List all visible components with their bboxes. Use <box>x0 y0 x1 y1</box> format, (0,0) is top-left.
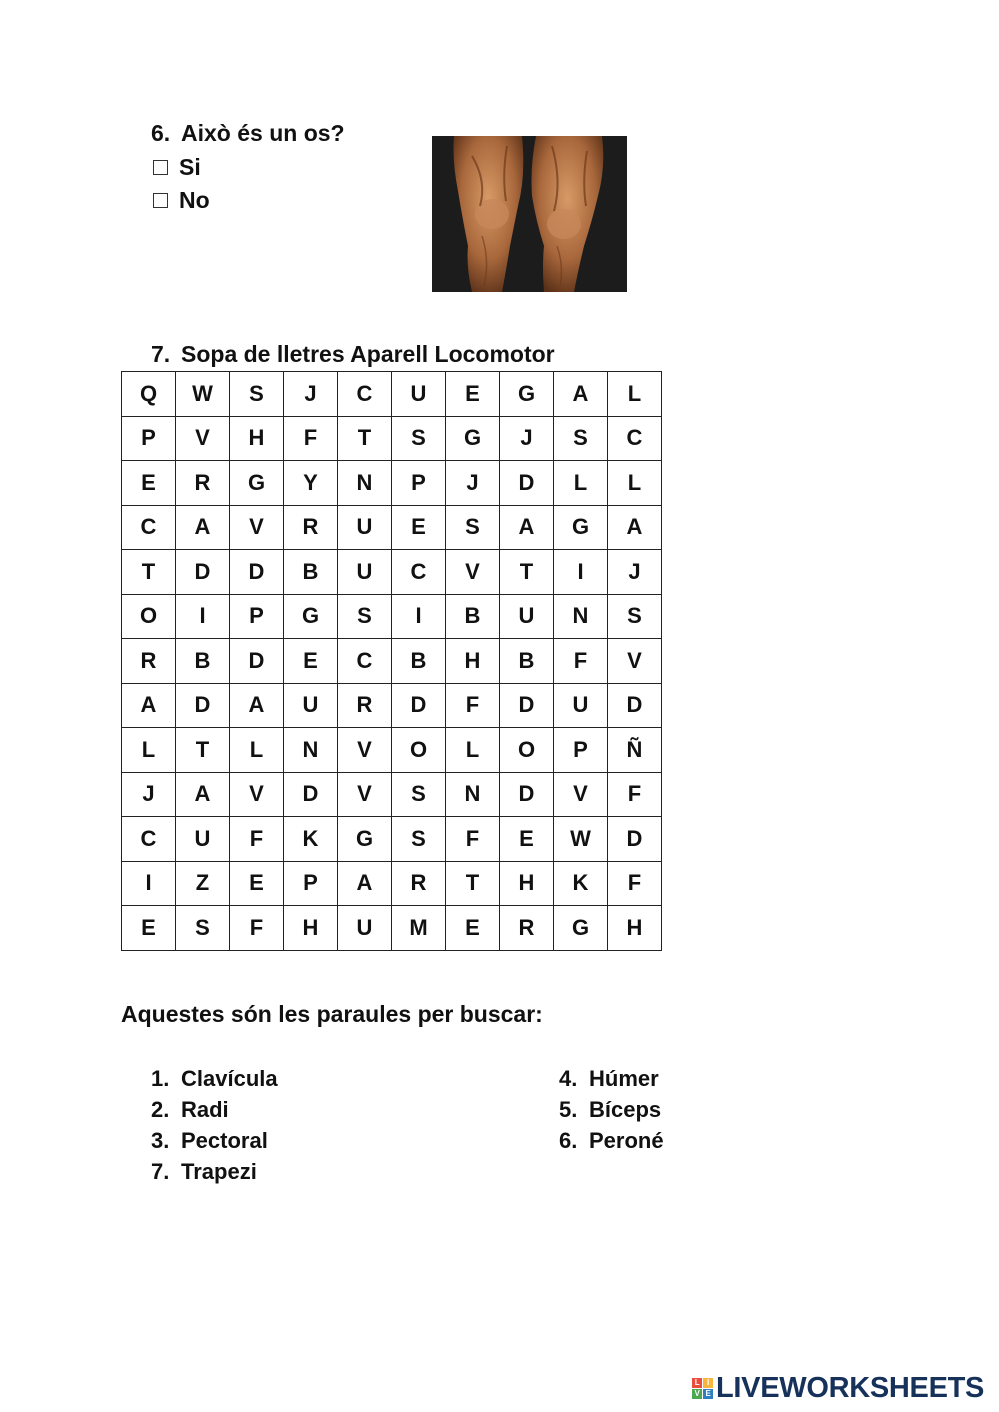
option-si[interactable] <box>153 154 201 181</box>
grid-cell[interactable]: B <box>284 550 338 595</box>
grid-cell[interactable]: J <box>122 772 176 817</box>
grid-cell[interactable]: H <box>284 906 338 951</box>
word-search-grid <box>121 371 662 951</box>
grid-row <box>122 728 662 773</box>
grid-cell[interactable]: O <box>122 594 176 639</box>
grid-cell[interactable]: E <box>122 461 176 506</box>
grid-cell[interactable]: E <box>392 505 446 550</box>
grid-row <box>122 683 662 728</box>
grid-cell[interactable]: N <box>284 728 338 773</box>
grid-cell[interactable]: B <box>392 639 446 684</box>
grid-cell[interactable]: W <box>176 372 230 417</box>
grid-cell[interactable]: M <box>392 906 446 951</box>
grid-cell[interactable]: U <box>284 683 338 728</box>
grid-cell[interactable]: A <box>500 505 554 550</box>
grid-cell[interactable]: P <box>230 594 284 639</box>
grid-cell[interactable]: A <box>176 772 230 817</box>
grid-cell[interactable]: F <box>446 683 500 728</box>
grid-cell[interactable]: T <box>500 550 554 595</box>
grid-cell[interactable]: T <box>176 728 230 773</box>
grid-cell[interactable]: N <box>554 594 608 639</box>
logo-text: LIVEWORKSHEETS <box>716 1372 985 1404</box>
word-item: 5. Bíceps <box>559 1097 662 1122</box>
word-item: 1. Clavícula <box>151 1066 278 1091</box>
checkbox-no[interactable] <box>153 193 168 208</box>
question-number: 7. <box>151 341 171 367</box>
grid-cell[interactable]: R <box>176 461 230 506</box>
grid-cell[interactable]: G <box>554 505 608 550</box>
grid-cell[interactable]: H <box>446 639 500 684</box>
grid-cell[interactable]: R <box>392 861 446 906</box>
grid-cell[interactable]: L <box>608 372 662 417</box>
grid-cell[interactable]: V <box>176 416 230 461</box>
grid-cell[interactable]: S <box>392 817 446 862</box>
grid-cell[interactable]: G <box>284 594 338 639</box>
grid-cell[interactable]: T <box>338 416 392 461</box>
grid-cell[interactable]: G <box>338 817 392 862</box>
word-item: 6. Peroné <box>559 1128 664 1153</box>
liveworksheets-logo <box>692 1372 984 1405</box>
grid-cell[interactable]: A <box>122 683 176 728</box>
grid-cell[interactable]: C <box>608 416 662 461</box>
grid-cell[interactable]: C <box>338 639 392 684</box>
grid-cell[interactable]: H <box>500 861 554 906</box>
grid-cell[interactable]: K <box>554 861 608 906</box>
grid-row <box>122 461 662 506</box>
grid-cell[interactable]: U <box>338 505 392 550</box>
grid-cell[interactable]: S <box>230 372 284 417</box>
grid-cell[interactable]: E <box>446 906 500 951</box>
grid-cell[interactable]: F <box>608 772 662 817</box>
grid-cell[interactable]: G <box>230 461 284 506</box>
grid-cell[interactable]: O <box>392 728 446 773</box>
grid-cell[interactable]: C <box>122 505 176 550</box>
grid-cell[interactable]: A <box>608 505 662 550</box>
grid-cell[interactable]: G <box>446 416 500 461</box>
grid-cell[interactable]: E <box>446 372 500 417</box>
grid-cell[interactable]: D <box>608 683 662 728</box>
grid-cell[interactable]: D <box>392 683 446 728</box>
grid-cell[interactable]: V <box>554 772 608 817</box>
grid-cell[interactable]: P <box>284 861 338 906</box>
grid-cell[interactable]: V <box>230 772 284 817</box>
question-text: Això és un os? <box>181 120 345 146</box>
word-item: 2. Radi <box>151 1097 229 1122</box>
grid-cell[interactable]: D <box>608 817 662 862</box>
grid-cell[interactable]: U <box>392 372 446 417</box>
grid-cell[interactable]: I <box>554 550 608 595</box>
grid-cell[interactable]: F <box>608 861 662 906</box>
grid-cell[interactable]: K <box>284 817 338 862</box>
grid-cell[interactable]: J <box>500 416 554 461</box>
grid-cell[interactable]: S <box>554 416 608 461</box>
word-item: 3. Pectoral <box>151 1128 268 1153</box>
grid-cell[interactable]: U <box>338 906 392 951</box>
grid-cell[interactable]: L <box>554 461 608 506</box>
grid-cell[interactable]: G <box>554 906 608 951</box>
grid-cell[interactable]: C <box>122 817 176 862</box>
grid-cell[interactable]: R <box>122 639 176 684</box>
grid-row <box>122 372 662 417</box>
word-list-left <box>151 1063 278 1187</box>
word-item: 7. Trapezi <box>151 1159 257 1184</box>
grid-cell[interactable]: I <box>392 594 446 639</box>
grid-cell[interactable]: S <box>392 772 446 817</box>
grid-cell[interactable]: D <box>500 461 554 506</box>
grid-cell[interactable]: P <box>554 728 608 773</box>
grid-row <box>122 505 662 550</box>
grid-cell[interactable]: P <box>392 461 446 506</box>
grid-cell[interactable]: A <box>554 372 608 417</box>
grid-cell[interactable]: Z <box>176 861 230 906</box>
grid-cell[interactable]: Y <box>284 461 338 506</box>
grid-row <box>122 594 662 639</box>
logo-mark-icon <box>692 1378 713 1399</box>
grid-cell[interactable]: F <box>446 817 500 862</box>
grid-cell[interactable]: P <box>122 416 176 461</box>
grid-cell[interactable]: U <box>176 817 230 862</box>
grid-cell[interactable]: B <box>500 639 554 684</box>
question-number: 6. <box>151 120 171 146</box>
grid-cell[interactable]: C <box>338 372 392 417</box>
grid-cell[interactable]: S <box>446 505 500 550</box>
grid-cell[interactable]: I <box>122 861 176 906</box>
grid-cell[interactable]: L <box>122 728 176 773</box>
grid-cell[interactable]: D <box>500 772 554 817</box>
grid-cell[interactable]: E <box>500 817 554 862</box>
grid-row <box>122 772 662 817</box>
logo-mark-tile: E <box>703 1389 713 1399</box>
grid-cell[interactable]: R <box>500 906 554 951</box>
logo-mark-tile: I <box>703 1378 713 1388</box>
grid-cell[interactable]: D <box>284 772 338 817</box>
grid-cell[interactable]: D <box>176 550 230 595</box>
knees-muscle-photo <box>432 136 627 292</box>
checkbox-si[interactable] <box>153 160 168 175</box>
grid-cell[interactable]: F <box>284 416 338 461</box>
question-6-title <box>151 120 345 147</box>
instructions: Aquestes són les paraules per buscar: <box>121 1001 543 1027</box>
word-list-right <box>559 1063 664 1156</box>
grid-row <box>122 861 662 906</box>
grid-cell[interactable]: F <box>230 906 284 951</box>
grid-cell[interactable]: F <box>554 639 608 684</box>
grid-cell[interactable]: V <box>608 639 662 684</box>
grid-cell[interactable]: H <box>608 906 662 951</box>
grid-cell[interactable]: G <box>500 372 554 417</box>
grid-cell[interactable]: S <box>338 594 392 639</box>
question-text: Sopa de lletres Aparell Locomotor <box>181 341 555 367</box>
muscular-legs-illustration <box>432 136 627 292</box>
grid-cell[interactable]: F <box>230 817 284 862</box>
grid-cell[interactable]: S <box>608 594 662 639</box>
grid-cell[interactable]: J <box>284 372 338 417</box>
logo-mark-tile: L <box>692 1378 702 1388</box>
grid-cell[interactable]: D <box>176 683 230 728</box>
grid-cell[interactable]: S <box>392 416 446 461</box>
grid-cell[interactable]: Q <box>122 372 176 417</box>
grid-cell[interactable]: D <box>230 550 284 595</box>
grid-cell[interactable]: D <box>230 639 284 684</box>
grid-cell[interactable]: I <box>176 594 230 639</box>
grid-cell[interactable]: T <box>446 861 500 906</box>
question-7-title <box>151 341 555 368</box>
grid-row <box>122 416 662 461</box>
grid-cell[interactable]: U <box>338 550 392 595</box>
grid-cell[interactable]: O <box>500 728 554 773</box>
grid-cell[interactable]: S <box>176 906 230 951</box>
grid-cell[interactable]: W <box>554 817 608 862</box>
grid-row <box>122 639 662 684</box>
grid-cell[interactable]: Ñ <box>608 728 662 773</box>
grid-cell[interactable]: A <box>338 861 392 906</box>
grid-cell[interactable]: C <box>392 550 446 595</box>
grid-cell[interactable]: V <box>338 728 392 773</box>
grid-cell[interactable]: E <box>122 906 176 951</box>
grid-cell[interactable]: L <box>446 728 500 773</box>
option-label: No <box>179 187 210 213</box>
grid-cell[interactable]: R <box>284 505 338 550</box>
grid-cell[interactable]: L <box>230 728 284 773</box>
grid-row <box>122 550 662 595</box>
grid-cell[interactable]: J <box>446 461 500 506</box>
grid-row <box>122 906 662 951</box>
grid-cell[interactable]: N <box>338 461 392 506</box>
grid-cell[interactable]: V <box>230 505 284 550</box>
grid-row <box>122 817 662 862</box>
grid-cell[interactable]: E <box>284 639 338 684</box>
word-item: 4. Húmer <box>559 1066 659 1091</box>
grid-cell[interactable]: N <box>446 772 500 817</box>
grid-cell[interactable]: R <box>338 683 392 728</box>
grid-cell[interactable]: H <box>230 416 284 461</box>
grid-cell[interactable]: A <box>176 505 230 550</box>
grid-cell[interactable]: U <box>500 594 554 639</box>
grid-cell[interactable]: V <box>446 550 500 595</box>
grid-cell[interactable]: B <box>176 639 230 684</box>
grid-cell[interactable]: D <box>500 683 554 728</box>
grid-cell[interactable]: J <box>608 550 662 595</box>
grid-cell[interactable]: B <box>446 594 500 639</box>
grid-cell[interactable]: T <box>122 550 176 595</box>
grid-cell[interactable]: E <box>230 861 284 906</box>
logo-mark-tile: V <box>692 1389 702 1399</box>
grid-cell[interactable]: V <box>338 772 392 817</box>
grid-cell[interactable]: L <box>608 461 662 506</box>
option-no[interactable] <box>153 187 210 214</box>
grid-cell[interactable]: U <box>554 683 608 728</box>
option-label: Si <box>179 154 201 180</box>
grid-cell[interactable]: A <box>230 683 284 728</box>
